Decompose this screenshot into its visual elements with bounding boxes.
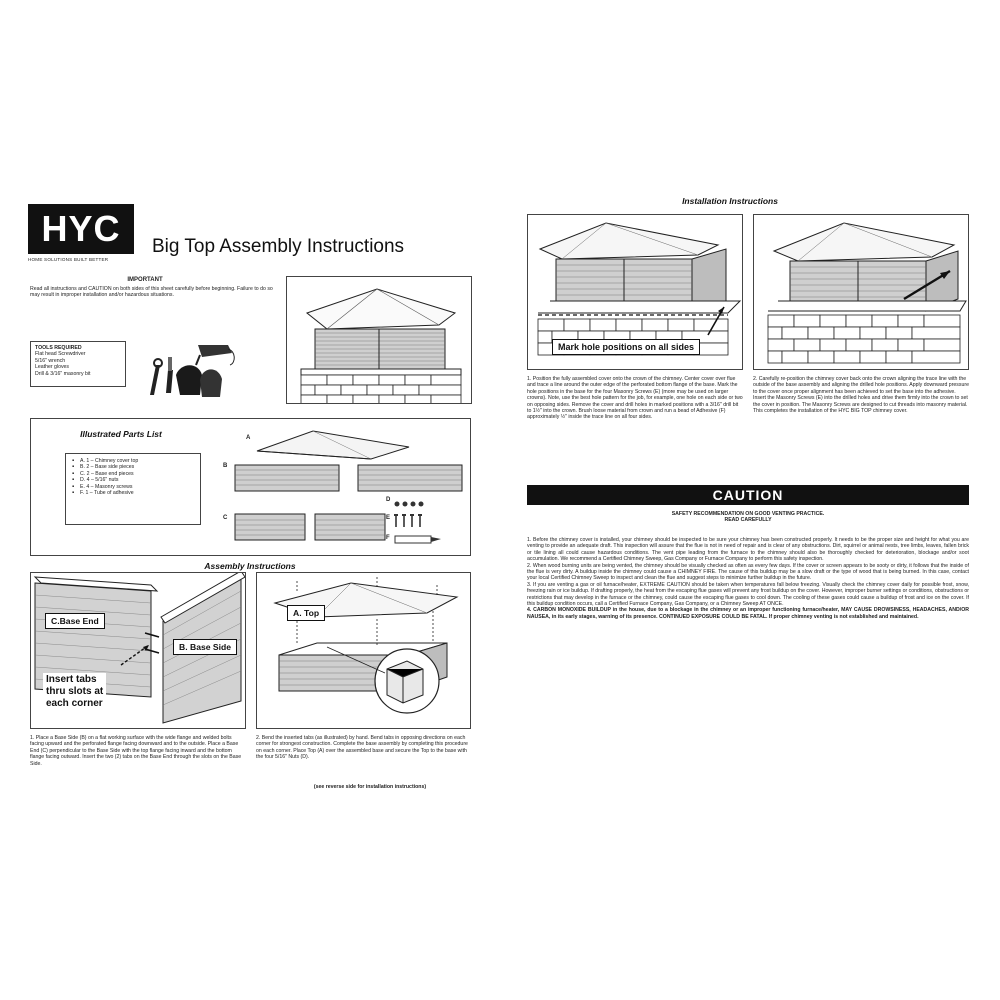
- caution-paragraph-1: 1. Before the chimney cover is installed, your chimney should be inspected to be sure your chimney has been constructed properly. It needs to be the proper size and height for what you are venting to provide an adequate draft. This inspection will assure that the flue is not in need of repair and is clear of any obstructions. Dirt, squirrel or animal nests, tree limbs, leaves, fallen brick or tile lining all could cause hazardous conditions. The vent pipe leading from the furnace to the chimney should also be thoroughly checked for deterioration, blockage and/or soot accumulation. We recommend a Certified Chimney Sweep, Gas Company or Furnace Company to perform this safety inspection.: [527, 537, 969, 563]
- tool-item: Leather gloves: [35, 364, 70, 371]
- caution-subheading-line: READ CAREFULLY: [724, 517, 772, 524]
- installation-step-1: 1. Position the fully assembled cover onto the crown of the chimney. Center cover over flue and trace a line around the outer edge of the perforated bottom flange of the base. Mark the hole positions in the base for the four Masonry Screws (E) (more may be used on larger crowns). Note, use the best hole pattern for the job, for example, one hole on each side or two on opposing sides. Remove the cover and drill holes in marked positions with a 3/16" drill bit to 1½" into the crown. Brush loose material from crown and run a bead of Adhesive (F) approximately ½" inside the trace line on all four sides.: [527, 376, 743, 421]
- hyc-logo: [28, 204, 134, 254]
- part-label-a: A: [246, 435, 251, 441]
- insert-tabs-label: [43, 673, 106, 711]
- assembly-step-2: 2. Bend the inserted tabs (as illustrated) by hand. Bend tabs in opposing directions on each corner for strongest construction. Complete the base assembly by completing this procedure on each corner. Place Top (A) over the assembled base and secure the Top to the base with the four 5/16" Nuts (D).: [256, 735, 468, 761]
- parts-list-item: ▪ F. 1 – Tube of adhesive: [72, 490, 194, 496]
- caution-banner: [527, 485, 969, 505]
- part-label-f: F: [386, 535, 390, 541]
- base-end-label: C.Base End: [45, 613, 105, 629]
- caution-paragraph-3: 3. If you are venting a gas or oil furnace/heater, EXTREME CAUTION should be taken when temperatures fall below freezing. Visually check the chimney cover daily for possible frost, snow, freezing rain or ice buildup. If drafting properly, the heat from the escaping flue gases will prevent any frost buildup on the cover. However, improper burner settings or conditions, obstructions or restrictions that may develop in the furnace or the chimney, could cause the escaping flue gases to cool down. The cooling of these gases could cause a buildup of frost and ice on the cover. If this buildup condition occurs, call a Certified Furnace Company, Gas Company, or a Chimney Sweep AT ONCE.: [527, 581, 969, 608]
- part-label-c: C: [223, 515, 228, 521]
- parts-list-heading: Illustrated Parts List: [80, 429, 162, 439]
- part-f-adhesive-tube: [393, 533, 443, 545]
- assembly-heading: Assembly Instructions: [204, 561, 296, 571]
- installation-heading: Installation Instructions: [682, 196, 778, 206]
- assembly-fig2-frame: [256, 572, 471, 729]
- part-a-cover-top: [253, 425, 413, 461]
- installation-step-2: 2. Carefully re-position the chimney cover back onto the crown aligning the trace line with the outside of the base assembly and aligning the drilled hole positions. Apply downward pressure to the cover once proper alignment has been achieved to set the base into the adhesive. Insert the Masonry Screws (E) into the drilled holes and drive them firmly into the crown to set the cover in position. The Masonry Screws are designed to cut threads into masonry material. This completes the installation of the HYC BIG TOP chimney cover.: [753, 376, 969, 415]
- insert-tabs-line: each corner: [46, 698, 103, 709]
- part-d-nuts: [393, 499, 433, 509]
- top-label: A. Top: [287, 605, 325, 621]
- tools-box: [30, 341, 126, 387]
- parts-list-frame: [30, 418, 471, 556]
- assembly-step-1: 1. Place a Base Side (B) on a flat working surface with the wide flange and welded bolts facing upward and the perforated flange facing downward and to the outside. Place a Base End (C) perpendicular to the Base Side with the top flange facing inward and the bottom flange facing outward. Insert the two (2) tabs on the Base End through the slots on the Base Side.: [30, 735, 242, 767]
- parts-list-item: ▪ B. 2 – Base side pieces: [72, 464, 194, 470]
- caution-paragraph-4: 4. CARBON MONOXIDE BUILDUP in the house, due to a blockage in the chimney or an improper functioning furnace/heater, MAY CAUSE DROWSINESS, HEADACHES, AND/OR NAUSEA, in its early stages, warning of its presence. CONTINUED EXPOSURE COULD BE FATAL. If proper chimney venting is not established and maintained.: [527, 607, 969, 620]
- caution-subheading: [560, 511, 936, 524]
- page-title: Big Top Assembly Instructions: [152, 236, 405, 257]
- parts-list-item: ▪ D. 4 – 5/16" nuts: [72, 477, 194, 483]
- part-e-masonry-screws: [393, 513, 433, 529]
- caution-subheading-line: SAFETY RECOMMENDATION ON GOOD VENTING PRACTICE.: [671, 511, 825, 517]
- parts-list-item: ▪ C. 2 – Base end pieces: [72, 471, 194, 477]
- caution-body: [527, 537, 969, 620]
- important-text: Read all instructions and CAUTION on both sides of this sheet carefully before beginning. Failure to do so may result in improper installation and/or hazardous situations.: [30, 286, 273, 299]
- chimney-hero-frame: [286, 276, 472, 404]
- install-fig2-frame: [753, 214, 969, 370]
- tool-item: Flat head Screwdriver: [35, 351, 86, 358]
- tool-item: 5/16" wrench: [35, 357, 66, 364]
- tools-illustration: [140, 335, 240, 400]
- install-fig2-illustration: [754, 215, 969, 370]
- parts-list-item: ▪ E. 4 – Masonry screws: [72, 484, 194, 490]
- insert-tabs-line: Insert tabs: [46, 674, 97, 685]
- reverse-side-note: (see reverse side for installation instructions): [313, 784, 427, 790]
- tools-heading: TOOLS REQUIRED: [35, 345, 82, 351]
- part-c-base-end: [313, 511, 389, 543]
- parts-list-item: ▪ A. 1 – Chimney cover top: [72, 458, 194, 464]
- part-label-d: D: [386, 497, 391, 503]
- part-label-e: E: [386, 515, 391, 521]
- part-c-base-end: [233, 511, 309, 543]
- part-b-base-side: [356, 461, 466, 495]
- logo-tagline: HOME SOLUTIONS BUILT BETTER: [28, 257, 109, 262]
- caution-heading: CAUTION: [712, 487, 784, 503]
- insert-tabs-line: thru slots at: [46, 686, 104, 697]
- caution-paragraph-2: 2. When wood burning units are being vented, the chimney should be visually checked as often as every few days. If the cover or screen appears to be sooty or dirty, it follows that the inside of the flue is very dirty. A buildup inside the chimney could cause a CHIMNEY FIRE. The cause of this buildup may be a slow draft or the type of wood that is being burned. In this case, contact your local Certified Chimney Sweep to inspect and clean the flue and suggest steps to minimize further buildup in the future.: [527, 562, 969, 582]
- parts-list-box: [65, 453, 201, 525]
- important-heading: IMPORTANT: [127, 277, 163, 283]
- chimney-hero-illustration: [287, 277, 472, 404]
- logo-text: HYC: [41, 208, 121, 249]
- part-label-b: B: [223, 463, 228, 469]
- assembly-fig2-illustration: [257, 573, 471, 729]
- tool-item: Drill & 3/16" masonry bit: [35, 370, 91, 377]
- install-fig1-frame: [527, 214, 743, 370]
- mark-hole-positions-label: Mark hole positions on all sides: [552, 339, 700, 355]
- part-b-base-side: [233, 461, 343, 495]
- base-side-label: B. Base Side: [173, 639, 237, 655]
- assembly-fig1-frame: [30, 572, 246, 729]
